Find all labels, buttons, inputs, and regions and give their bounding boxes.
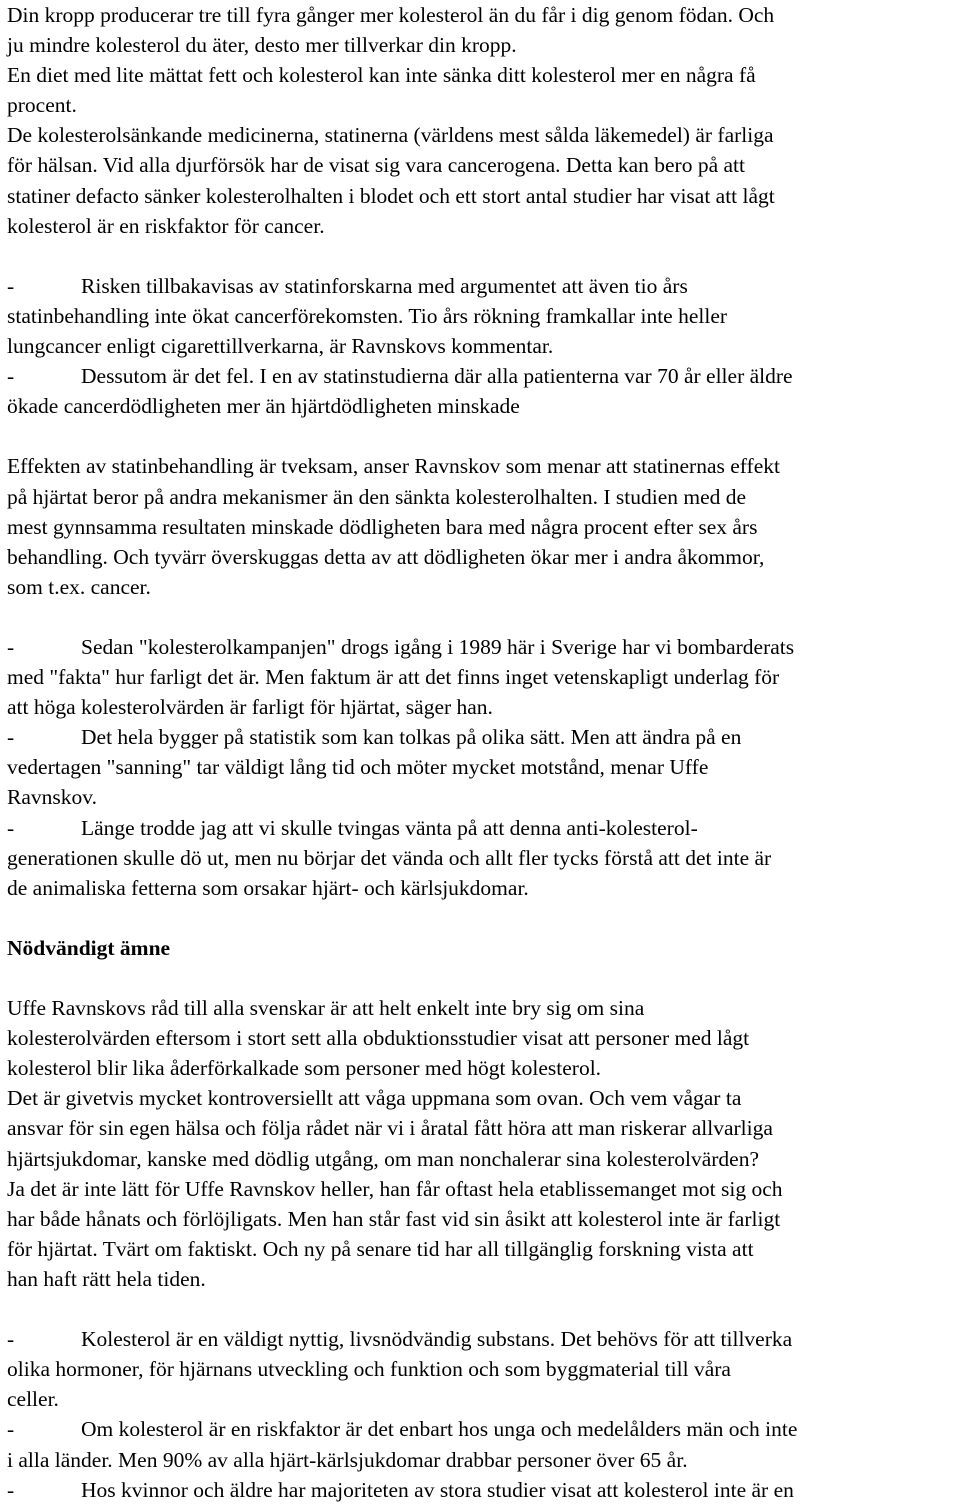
text-line: behandling. Och tyvärr överskuggas detta av att dödligheten ökar mer i andra åkommor, — [7, 544, 765, 569]
dash-paragraph-line — [7, 632, 955, 662]
text-line: kolesterol blir lika åderförkalkade som personer med högt kolesterol. — [7, 1056, 602, 1081]
dash-paragraph-line — [7, 361, 955, 391]
dash-marker: - — [7, 725, 15, 750]
section-heading: Nödvändigt ämne — [7, 935, 171, 960]
text-line: har både hånats och förlöjligats. Men han står fast vid sin åsikt att kolesterol inte är farligt — [7, 1206, 781, 1231]
text-line: Ja det är inte lätt för Uffe Ravnskov heller, han får oftast hela etablissemanget mot sig och — [7, 1176, 783, 1201]
document-page — [7, 0, 955, 1505]
blank-line — [7, 602, 955, 632]
text-line: vedertagen "sanning" tar väldigt lång tid och möter mycket motstånd, menar Uffe — [7, 755, 709, 780]
text-line: Din kropp producerar tre till fyra gånger mer kolesterol än du får i dig genom födan. Och — [7, 3, 775, 27]
text-line: generationen skulle dö ut, men nu börjar det vända och allt fler tycks förstå att det inte är — [7, 845, 772, 870]
text-line: på hjärtat beror på andra mekanismer än den sänkta kolesterolhalten. I studien med de — [7, 484, 747, 509]
text-line: celler. — [7, 1387, 59, 1412]
text-line: han haft rätt hela tiden. — [7, 1266, 206, 1291]
dash-marker: - — [7, 1327, 15, 1352]
text-line: statiner defacto sänker kolesterolhalten i blodet och ett stort antal studier har visat att lågt — [7, 183, 775, 208]
text-line: Om kolesterol är en riskfaktor är det enbart hos unga och medelålders män och inte — [81, 1417, 798, 1442]
text-line: En diet med lite mättat fett och kolesterol kan inte sänka ditt kolesterol mer en några få — [7, 63, 756, 88]
text-line: procent. — [7, 93, 77, 118]
text-line: lungcancer enligt cigarettillverkarna, är Ravnskovs kommentar. — [7, 334, 554, 359]
text-line: Effekten av statinbehandling är tveksam, anser Ravnskov som menar att statinernas effekt — [7, 454, 780, 479]
text-line: Dessutom är det fel. I en av statinstudierna där alla patienterna var 70 år eller äldre — [81, 364, 793, 389]
blank-line — [7, 963, 955, 993]
text-line: ju mindre kolesterol du äter, desto mer tillverkar din kropp. — [7, 33, 517, 58]
text-line: som t.ex. cancer. — [7, 574, 151, 599]
dash-marker: - — [7, 364, 15, 389]
text-line: Det hela bygger på statistik som kan tolkas på olika sätt. Men att ändra på en — [81, 725, 742, 750]
text-line: olika hormoner, för hjärnans utveckling och funktion och som byggmaterial till våra — [7, 1357, 731, 1382]
text-line: De kolesterolsänkande medicinerna, statinerna (världens mest sålda läkemedel) är farliga — [7, 123, 774, 148]
text-line: kolesterol är en riskfaktor för cancer. — [7, 213, 325, 238]
text-line: för hälsan. Vid alla djurförsök har de visat sig vara cancerogena. Detta kan bero på att — [7, 153, 745, 178]
dash-paragraph-line — [7, 1414, 955, 1444]
dash-paragraph-line — [7, 813, 955, 843]
blank-line — [7, 1294, 955, 1324]
text-line: Hos kvinnor och äldre har majoriteten av stora studier visat att kolesterol inte är en — [81, 1477, 794, 1502]
text-line: att höga kolesterolvärden är farligt för hjärtat, säger han. — [7, 695, 493, 720]
dash-marker: - — [7, 273, 15, 298]
text-line: Sedan "kolesterolkampanjen" drogs igång i 1989 här i Sverige har vi bombarderats — [81, 634, 795, 659]
text-line: statinbehandling inte ökat cancerförekomsten. Tio års rökning framkallar inte heller — [7, 303, 728, 328]
text-line: ansvar för sin egen hälsa och följa rådet när vi i åratal fått höra att man riskerar allvarliga — [7, 1116, 773, 1141]
text-line: ökade cancerdödligheten mer än hjärtdödligheten minskade — [7, 394, 520, 419]
dash-paragraph-line — [7, 722, 955, 752]
dash-paragraph-line — [7, 1324, 955, 1354]
dash-marker: - — [7, 815, 15, 840]
text-line: Uffe Ravnskovs råd till alla svenskar är att helt enkelt inte bry sig om sina — [7, 996, 645, 1021]
text-line: hjärtsjukdomar, kanske med dödlig utgång, om man nonchalerar sina kolesterolvärden? — [7, 1146, 760, 1171]
dash-paragraph-line — [7, 1475, 955, 1505]
text-line: kolesterolvärden eftersom i stort sett alla obduktionsstudier visat att personer med lågt — [7, 1026, 750, 1051]
text-line: för hjärtat. Tvärt om faktiskt. Och ny på senare tid har all tillgänglig forskning vista att — [7, 1236, 754, 1261]
dash-marker: - — [7, 1477, 15, 1502]
text-line: i alla länder. Men 90% av alla hjärt-kärlsjukdomar drabbar personer över 65 år. — [7, 1447, 688, 1472]
text-line: Länge trodde jag att vi skulle tvingas vänta på att denna anti-kolesterol- — [81, 815, 698, 840]
text-line: med "fakta" hur farligt det är. Men faktum är att det finns inget vetenskapligt underlag för — [7, 665, 780, 690]
blank-line — [7, 241, 955, 271]
dash-paragraph-line — [7, 271, 955, 301]
text-line: de animaliska fetterna som orsakar hjärt- och kärlsjukdomar. — [7, 875, 529, 900]
text-line: Kolesterol är en väldigt nyttig, livsnödvändig substans. Det behövs för att tillverka — [81, 1327, 793, 1352]
dash-marker: - — [7, 1417, 15, 1442]
blank-line — [7, 903, 955, 933]
blank-line — [7, 421, 955, 451]
text-line: Ravnskov. — [7, 785, 97, 810]
text-line: mest gynnsamma resultaten minskade dödligheten bara med några procent efter sex års — [7, 514, 758, 539]
dash-marker: - — [7, 634, 15, 659]
text-line: Risken tillbakavisas av statinforskarna med argumentet att även tio års — [81, 273, 688, 298]
text-line: Det är givetvis mycket kontroversiellt att våga uppmana som ovan. Och vem vågar ta — [7, 1086, 742, 1111]
